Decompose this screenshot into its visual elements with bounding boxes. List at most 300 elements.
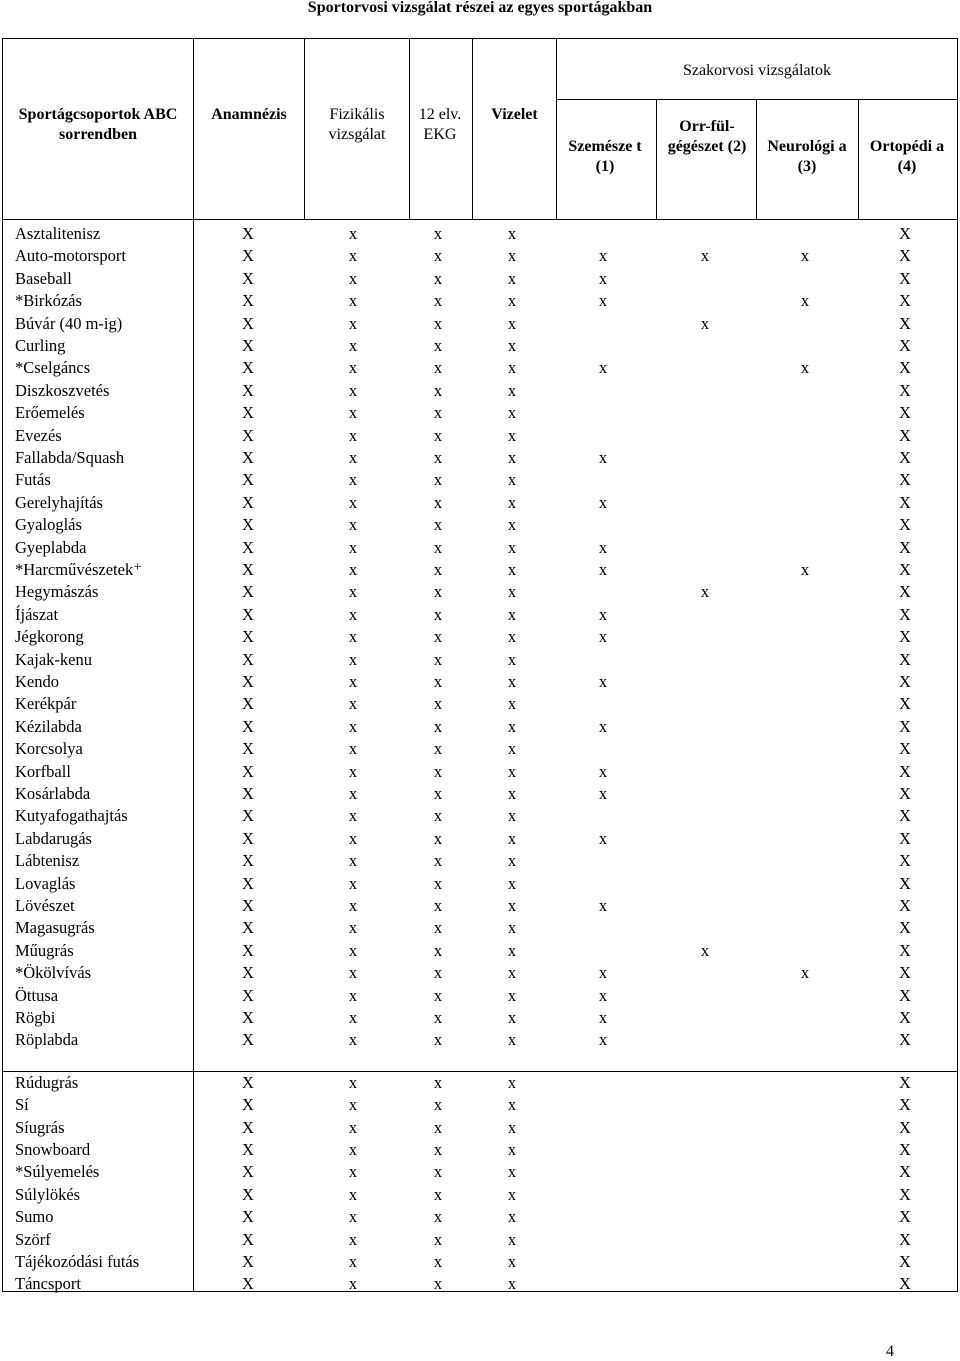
mark-vizelet: x <box>507 1140 517 1159</box>
mark-fizikalis: x <box>348 470 358 490</box>
mark-vizelet: x <box>507 291 517 311</box>
mark-ekg: x <box>433 806 443 826</box>
table-row-sport-name: Tájékozódási futás <box>15 1252 140 1271</box>
mark-anamnezis: X <box>242 1117 254 1137</box>
table-row-sport-name: Rúdugrás <box>15 1072 79 1092</box>
mark-ekg: x <box>433 470 443 490</box>
mark-ortopedia: X <box>899 1072 911 1092</box>
table-row-sport-name: Búvár (40 m-ig) <box>15 313 123 333</box>
mark-vizelet: x <box>507 336 517 355</box>
table-row-sport-name: Íjászat <box>15 604 59 624</box>
table-row-sport-name: Magasugrás <box>15 918 95 938</box>
page-number: 4 <box>886 1343 894 1360</box>
mark-fizikalis: x <box>348 1274 358 1294</box>
mark-szemeszet: x <box>598 716 608 736</box>
table-row-sport-name: Baseball <box>15 268 72 288</box>
mark-anamnezis: X <box>242 1072 254 1092</box>
table-row-sport-name: Öttusa <box>15 985 59 1005</box>
col-divider <box>656 99 657 219</box>
mark-ekg: x <box>433 582 443 602</box>
header-vizelet: Vizelet <box>491 106 538 123</box>
mark-anamnezis: X <box>242 246 254 266</box>
table-row-sport-name: Gyeplabda <box>15 537 87 557</box>
mark-vizelet: x <box>507 470 517 490</box>
mark-ortopedia: X <box>899 1030 911 1050</box>
table-row-sport-name: Diszkoszvetés <box>15 380 110 400</box>
table-row-sport-name: Kajak-kenu <box>15 649 92 669</box>
mark-fizikalis: x <box>348 896 358 915</box>
header-ortopedia: Ortopédi a (4) <box>869 138 945 175</box>
mark-anamnezis: X <box>242 336 254 355</box>
mark-ortopedia: X <box>899 806 911 826</box>
mark-ortopedia: X <box>899 492 911 512</box>
mark-vizelet: x <box>507 649 517 669</box>
mark-ortopedia: X <box>899 604 911 624</box>
mark-fizikalis: x <box>348 784 358 803</box>
mark-anamnezis: X <box>242 649 254 669</box>
mark-fizikalis: x <box>348 582 358 602</box>
mark-vizelet: x <box>507 985 517 1005</box>
mark-ortopedia: X <box>899 470 911 490</box>
mark-ortopedia: X <box>899 828 911 848</box>
header-ekg: 12 elv. EKG <box>418 106 462 143</box>
row-group-line <box>3 1071 957 1072</box>
mark-anamnezis: X <box>242 291 254 311</box>
mark-ortopedia: X <box>899 1184 911 1204</box>
mark-ekg: x <box>433 649 443 669</box>
mark-anamnezis: X <box>242 1095 254 1115</box>
mark-ortopedia: X <box>899 224 911 243</box>
mark-ekg: x <box>433 492 443 512</box>
mark-fizikalis: x <box>348 739 358 759</box>
header-szakorvosi: Szakorvosi vizsgálatok <box>683 62 831 79</box>
mark-ekg: x <box>433 268 443 288</box>
mark-anamnezis: X <box>242 403 254 423</box>
table-row-sport-name: Erőemelés <box>15 403 85 423</box>
mark-fizikalis: x <box>348 940 358 960</box>
mark-szemeszet: x <box>598 828 608 848</box>
mark-vizelet: x <box>507 380 517 400</box>
mark-ekg: x <box>433 1252 443 1271</box>
mark-orr: x <box>700 313 710 333</box>
mark-anamnezis: X <box>242 672 254 691</box>
mark-fizikalis: x <box>348 268 358 288</box>
mark-vizelet: x <box>507 627 517 647</box>
mark-neuro: x <box>800 291 810 311</box>
name-col-divider <box>193 219 194 1291</box>
mark-ekg: x <box>433 560 443 579</box>
col-divider <box>409 39 410 219</box>
mark-ekg: x <box>433 784 443 803</box>
mark-fizikalis: x <box>348 380 358 400</box>
table-row-sport-name: Curling <box>15 336 66 355</box>
mark-ortopedia: X <box>899 358 911 378</box>
col-divider <box>472 39 473 219</box>
mark-ortopedia: X <box>899 940 911 960</box>
mark-ortopedia: X <box>899 784 911 803</box>
mark-ortopedia: X <box>899 716 911 736</box>
mark-fizikalis: x <box>348 560 358 579</box>
mark-fizikalis: x <box>348 1140 358 1159</box>
mark-anamnezis: X <box>242 896 254 915</box>
mark-anamnezis: X <box>242 627 254 647</box>
mark-anamnezis: X <box>242 358 254 378</box>
mark-ekg: x <box>433 828 443 848</box>
mark-vizelet: x <box>507 403 517 423</box>
table-row-sport-name: Korfball <box>15 761 71 781</box>
mark-ekg: x <box>433 425 443 445</box>
mark-anamnezis: X <box>242 851 254 871</box>
mark-ekg: x <box>433 336 443 355</box>
mark-ortopedia: X <box>899 291 911 311</box>
mark-ekg: x <box>433 672 443 691</box>
mark-vizelet: x <box>507 448 517 467</box>
subheader-line <box>556 99 957 100</box>
mark-ortopedia: X <box>899 560 911 579</box>
mark-neuro: x <box>800 560 810 579</box>
mark-ekg: x <box>433 1274 443 1294</box>
mark-vizelet: x <box>507 784 517 803</box>
mark-ortopedia: X <box>899 1095 911 1115</box>
mark-fizikalis: x <box>348 694 358 714</box>
mark-ortopedia: X <box>899 896 911 915</box>
mark-ekg: x <box>433 873 443 893</box>
mark-ekg: x <box>433 448 443 467</box>
table-row-sport-name: Gerelyhajítás <box>15 492 103 512</box>
mark-szemeszet: x <box>598 672 608 691</box>
mark-ortopedia: X <box>899 1117 911 1137</box>
mark-anamnezis: X <box>242 761 254 781</box>
mark-anamnezis: X <box>242 313 254 333</box>
mark-szemeszet: x <box>598 560 608 579</box>
mark-orr: x <box>700 246 710 266</box>
mark-szemeszet: x <box>598 963 608 983</box>
mark-fizikalis: x <box>348 313 358 333</box>
mark-vizelet: x <box>507 1184 517 1204</box>
mark-ortopedia: X <box>899 627 911 647</box>
mark-anamnezis: X <box>242 380 254 400</box>
table-row-sport-name: *Ökölvívás <box>15 963 92 983</box>
mark-anamnezis: X <box>242 1184 254 1204</box>
mark-fizikalis: x <box>348 246 358 266</box>
header-sport-group: Sportágcsoportok ABC sorrendben <box>18 106 178 143</box>
mark-vizelet: x <box>507 851 517 871</box>
mark-ekg: x <box>433 1229 443 1249</box>
mark-ekg: x <box>433 940 443 960</box>
mark-anamnezis: X <box>242 582 254 602</box>
mark-vizelet: x <box>507 604 517 624</box>
col-divider <box>193 39 194 219</box>
mark-szemeszet: x <box>598 448 608 467</box>
mark-fizikalis: x <box>348 1072 358 1092</box>
mark-fizikalis: x <box>348 336 358 355</box>
mark-vizelet: x <box>507 806 517 826</box>
mark-anamnezis: X <box>242 268 254 288</box>
mark-anamnezis: X <box>242 1229 254 1249</box>
mark-fizikalis: x <box>348 403 358 423</box>
mark-ekg: x <box>433 918 443 938</box>
header-anamnezis: Anamnézis <box>211 106 287 123</box>
mark-vizelet: x <box>507 1162 517 1182</box>
mark-anamnezis: X <box>242 1008 254 1027</box>
mark-ekg: x <box>433 1072 443 1092</box>
mark-ekg: x <box>433 1140 443 1159</box>
mark-ekg: x <box>433 694 443 714</box>
table-row-sport-name: Műugrás <box>15 940 74 960</box>
mark-ortopedia: X <box>899 1140 911 1159</box>
mark-szemeszet: x <box>598 896 608 915</box>
mark-ortopedia: X <box>899 515 911 535</box>
mark-ortopedia: X <box>899 963 911 983</box>
mark-ekg: x <box>433 604 443 624</box>
table-row-sport-name: Röplabda <box>15 1030 79 1050</box>
mark-fizikalis: x <box>348 515 358 535</box>
mark-ortopedia: X <box>899 739 911 759</box>
mark-vizelet: x <box>507 1252 517 1271</box>
mark-anamnezis: X <box>242 1274 254 1294</box>
mark-ortopedia: X <box>899 672 911 691</box>
mark-vizelet: x <box>507 246 517 266</box>
col-divider <box>756 99 757 219</box>
mark-vizelet: x <box>507 268 517 288</box>
mark-ortopedia: X <box>899 582 911 602</box>
mark-anamnezis: X <box>242 1252 254 1271</box>
mark-anamnezis: X <box>242 470 254 490</box>
table-row-sport-name: Futás <box>15 470 51 490</box>
mark-ortopedia: X <box>899 380 911 400</box>
mark-fizikalis: x <box>348 1184 358 1204</box>
mark-ekg: x <box>433 896 443 915</box>
mark-ekg: x <box>433 537 443 557</box>
table-row-sport-name: *Harcművészetek⁺ <box>15 560 142 579</box>
mark-ekg: x <box>433 313 443 333</box>
mark-szemeszet: x <box>598 291 608 311</box>
mark-vizelet: x <box>507 1117 517 1137</box>
mark-fizikalis: x <box>348 358 358 378</box>
header-fizikalis: Fizikális vizsgálat <box>328 106 386 143</box>
mark-neuro: x <box>800 963 810 983</box>
mark-ekg: x <box>433 380 443 400</box>
mark-fizikalis: x <box>348 851 358 871</box>
mark-anamnezis: X <box>242 828 254 848</box>
table-row-sport-name: Lábtenisz <box>15 851 80 871</box>
mark-vizelet: x <box>507 694 517 714</box>
mark-fizikalis: x <box>348 873 358 893</box>
table-row-sport-name: Szörf <box>15 1229 51 1249</box>
mark-ortopedia: X <box>899 1207 911 1227</box>
table-row-sport-name: Evezés <box>15 425 62 445</box>
mark-ortopedia: X <box>899 246 911 266</box>
mark-vizelet: x <box>507 560 517 579</box>
mark-anamnezis: X <box>242 739 254 759</box>
table-row-sport-name: Sí <box>15 1095 29 1115</box>
mark-anamnezis: X <box>242 716 254 736</box>
mark-fizikalis: x <box>348 1008 358 1027</box>
mark-fizikalis: x <box>348 806 358 826</box>
mark-fizikalis: x <box>348 828 358 848</box>
mark-ekg: x <box>433 1207 443 1227</box>
mark-vizelet: x <box>507 716 517 736</box>
sports-exam-table <box>2 38 958 1292</box>
mark-szemeszet: x <box>598 604 608 624</box>
mark-ekg: x <box>433 403 443 423</box>
mark-ekg: x <box>433 291 443 311</box>
mark-anamnezis: X <box>242 1030 254 1050</box>
mark-ortopedia: X <box>899 918 911 938</box>
mark-anamnezis: X <box>242 515 254 535</box>
mark-fizikalis: x <box>348 224 358 243</box>
mark-anamnezis: X <box>242 940 254 960</box>
table-row-sport-name: Hegymászás <box>15 582 99 602</box>
mark-vizelet: x <box>507 896 517 915</box>
table-row-sport-name: *Birkózás <box>15 291 82 311</box>
table-row-sport-name: Táncsport <box>15 1274 81 1294</box>
mark-ekg: x <box>433 851 443 871</box>
mark-vizelet: x <box>507 1095 517 1115</box>
mark-szemeszet: x <box>598 268 608 288</box>
mark-anamnezis: X <box>242 1162 254 1182</box>
mark-ortopedia: X <box>899 268 911 288</box>
mark-anamnezis: X <box>242 806 254 826</box>
mark-anamnezis: X <box>242 918 254 938</box>
table-row-sport-name: Rögbi <box>15 1008 56 1027</box>
mark-szemeszet: x <box>598 985 608 1005</box>
mark-anamnezis: X <box>242 560 254 579</box>
mark-fizikalis: x <box>348 649 358 669</box>
mark-anamnezis: X <box>242 224 254 243</box>
table-row-sport-name: Asztalitenisz <box>15 224 101 243</box>
table-row-sport-name: Lovaglás <box>15 873 76 893</box>
mark-vizelet: x <box>507 828 517 848</box>
table-row-sport-name: Gyaloglás <box>15 515 82 535</box>
mark-vizelet: x <box>507 918 517 938</box>
mark-ekg: x <box>433 1117 443 1137</box>
mark-anamnezis: X <box>242 784 254 803</box>
mark-ekg: x <box>433 515 443 535</box>
mark-fizikalis: x <box>348 291 358 311</box>
mark-ekg: x <box>433 1008 443 1027</box>
mark-ortopedia: X <box>899 1252 911 1271</box>
col-divider <box>858 99 859 219</box>
mark-ekg: x <box>433 1095 443 1115</box>
mark-vizelet: x <box>507 739 517 759</box>
mark-ortopedia: X <box>899 403 911 423</box>
mark-vizelet: x <box>507 358 517 378</box>
mark-vizelet: x <box>507 1008 517 1027</box>
mark-vizelet: x <box>507 492 517 512</box>
mark-orr: x <box>700 582 710 602</box>
mark-szemeszet: x <box>598 761 608 781</box>
mark-ekg: x <box>433 1030 443 1050</box>
mark-szemeszet: x <box>598 246 608 266</box>
mark-fizikalis: x <box>348 1207 358 1227</box>
table-row-sport-name: *Cselgáncs <box>15 358 91 378</box>
header-neurologia: Neurológi a (3) <box>767 138 847 175</box>
mark-vizelet: x <box>507 1274 517 1294</box>
mark-ortopedia: X <box>899 537 911 557</box>
mark-ortopedia: X <box>899 1008 911 1027</box>
table-row-sport-name: Sumo <box>15 1207 54 1227</box>
mark-ortopedia: X <box>899 425 911 445</box>
mark-anamnezis: X <box>242 873 254 893</box>
mark-vizelet: x <box>507 224 517 243</box>
mark-anamnezis: X <box>242 1140 254 1159</box>
mark-ekg: x <box>433 739 443 759</box>
mark-fizikalis: x <box>348 1117 358 1137</box>
mark-fizikalis: x <box>348 425 358 445</box>
table-row-sport-name: Snowboard <box>15 1140 91 1159</box>
mark-vizelet: x <box>507 963 517 983</box>
mark-ortopedia: X <box>899 1274 911 1294</box>
mark-anamnezis: X <box>242 985 254 1005</box>
mark-vizelet: x <box>507 313 517 333</box>
mark-fizikalis: x <box>348 1252 358 1271</box>
mark-ekg: x <box>433 761 443 781</box>
mark-anamnezis: X <box>242 604 254 624</box>
mark-vizelet: x <box>507 425 517 445</box>
mark-vizelet: x <box>507 940 517 960</box>
mark-vizelet: x <box>507 515 517 535</box>
mark-fizikalis: x <box>348 1030 358 1050</box>
mark-fizikalis: x <box>348 627 358 647</box>
page-title: Sportorvosi vizsgálat részei az egyes sportágakban <box>307 0 653 16</box>
table-row-sport-name: Jégkorong <box>15 627 84 647</box>
table-row-sport-name: Síugrás <box>15 1117 65 1137</box>
mark-fizikalis: x <box>348 537 358 557</box>
mark-vizelet: x <box>507 1207 517 1227</box>
table-row-sport-name: Korcsolya <box>15 739 83 759</box>
mark-fizikalis: x <box>348 1162 358 1182</box>
mark-ortopedia: X <box>899 873 911 893</box>
mark-fizikalis: x <box>348 985 358 1005</box>
mark-fizikalis: x <box>348 604 358 624</box>
mark-szemeszet: x <box>598 537 608 557</box>
mark-anamnezis: X <box>242 963 254 983</box>
mark-szemeszet: x <box>598 1008 608 1027</box>
mark-ekg: x <box>433 963 443 983</box>
mark-ekg: x <box>433 716 443 736</box>
mark-anamnezis: X <box>242 492 254 512</box>
mark-ortopedia: X <box>899 694 911 714</box>
table-row-sport-name: Auto-motorsport <box>15 246 126 266</box>
mark-vizelet: x <box>507 1072 517 1092</box>
mark-ortopedia: X <box>899 336 911 355</box>
mark-fizikalis: x <box>348 716 358 736</box>
mark-ekg: x <box>433 1184 443 1204</box>
mark-orr: x <box>700 940 710 960</box>
mark-fizikalis: x <box>348 672 358 691</box>
table-row-sport-name: Lövészet <box>15 896 75 915</box>
mark-vizelet: x <box>507 582 517 602</box>
table-row-sport-name: Kutyafogathajtás <box>15 806 128 826</box>
mark-neuro: x <box>800 246 810 266</box>
mark-ekg: x <box>433 246 443 266</box>
mark-vizelet: x <box>507 1030 517 1050</box>
mark-vizelet: x <box>507 761 517 781</box>
mark-ortopedia: X <box>899 851 911 871</box>
mark-szemeszet: x <box>598 627 608 647</box>
mark-anamnezis: X <box>242 425 254 445</box>
table-row-sport-name: Kézilabda <box>15 716 82 736</box>
mark-ortopedia: X <box>899 649 911 669</box>
mark-ortopedia: X <box>899 761 911 781</box>
mark-anamnezis: X <box>242 694 254 714</box>
mark-fizikalis: x <box>348 1229 358 1249</box>
mark-vizelet: x <box>507 873 517 893</box>
mark-ekg: x <box>433 985 443 1005</box>
mark-anamnezis: X <box>242 1207 254 1227</box>
header-szemeszet: Szemésze t (1) <box>568 138 642 175</box>
